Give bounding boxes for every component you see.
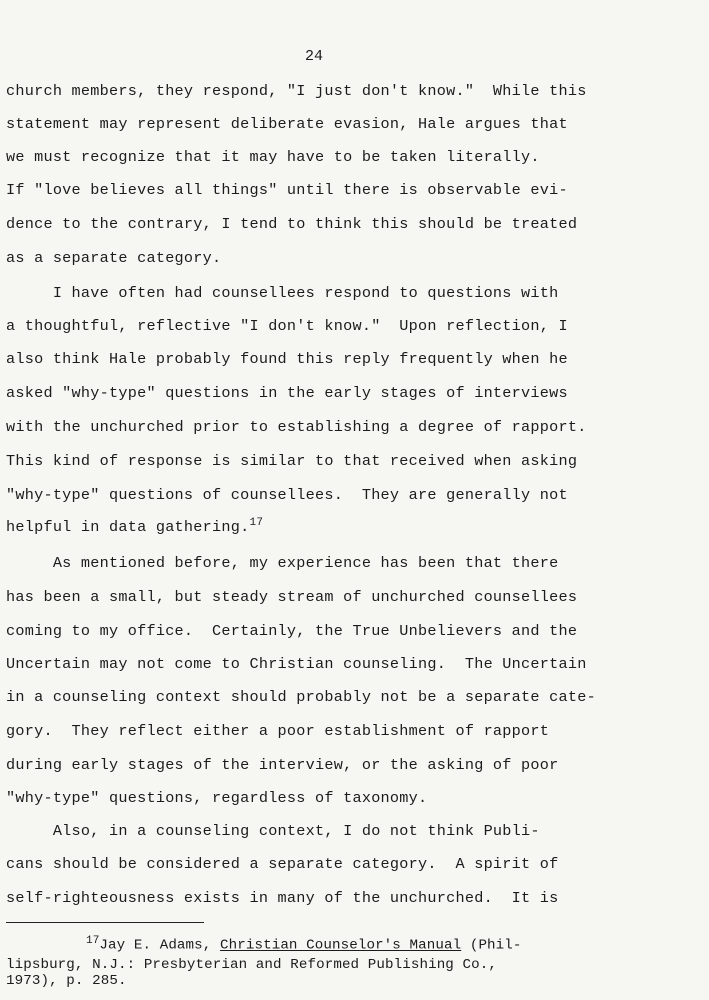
body-line: with the unchurched prior to establishing a degree of rapport.	[6, 418, 587, 436]
footnote-line-2: lipsburg, N.J.: Presbyterian and Reformed Publishing Co.,	[6, 957, 497, 973]
body-line: Uncertain may not come to Christian counseling. The Uncertain	[6, 655, 587, 673]
body-line: Also, in a counseling context, I do not think Publi-	[6, 822, 540, 840]
body-line: If "love believes all things" until there is observable evi-	[6, 181, 568, 199]
footnote-line-3: 1973), p. 285.	[6, 973, 127, 989]
body-line: also think Hale probably found this reply frequently when he	[6, 350, 568, 368]
footnote-title: Christian Counselor's Manual	[220, 937, 462, 954]
body-line: statement may represent deliberate evasion, Hale argues that	[6, 115, 568, 133]
body-line: has been a small, but steady stream of unchurched counsellees	[6, 588, 578, 606]
body-line: coming to my office. Certainly, the True Unbelievers and the	[6, 622, 578, 640]
body-line: I have often had counsellees respond to questions with	[6, 284, 559, 302]
footnote-divider	[6, 922, 204, 923]
body-line: as a separate category.	[6, 249, 222, 267]
page-number: 24	[305, 48, 324, 65]
body-line: This kind of response is similar to that received when asking	[6, 452, 578, 470]
body-line: in a counseling context should probably not be a separate cate-	[6, 688, 596, 706]
body-line: "why-type" questions of counsellees. They are generally not	[6, 486, 568, 504]
body-line-text: helpful in data gathering.	[6, 518, 250, 537]
body-line: As mentioned before, my experience has been that there	[6, 554, 559, 572]
body-line: during early stages of the interview, or the asking of poor	[6, 756, 559, 774]
body-line: a thoughtful, reflective "I don't know." Upon reflection, I	[6, 317, 568, 335]
footnote-reference: 17	[249, 517, 264, 529]
body-line: asked "why-type" questions in the early stages of interviews	[6, 384, 568, 402]
footnote-publisher-start: (Phil-	[461, 937, 522, 954]
body-line: church members, they respond, "I just don't know." While this	[6, 82, 587, 100]
body-line: "why-type" questions, regardless of taxonomy.	[6, 789, 428, 807]
footnote-number: 17	[86, 935, 100, 947]
body-line: we must recognize that it may have to be taken literally.	[6, 148, 540, 166]
body-line: gory. They reflect either a poor establishment of rapport	[6, 722, 550, 740]
body-line-with-footnote	[6, 517, 263, 536]
footnote-line-1	[86, 935, 522, 954]
body-line: self-righteousness exists in many of the unchurched. It is	[6, 889, 559, 907]
footnote-author: Jay E. Adams,	[99, 937, 221, 954]
body-line: cans should be considered a separate category. A spirit of	[6, 855, 559, 873]
body-line: dence to the contrary, I tend to think this should be treated	[6, 215, 578, 233]
